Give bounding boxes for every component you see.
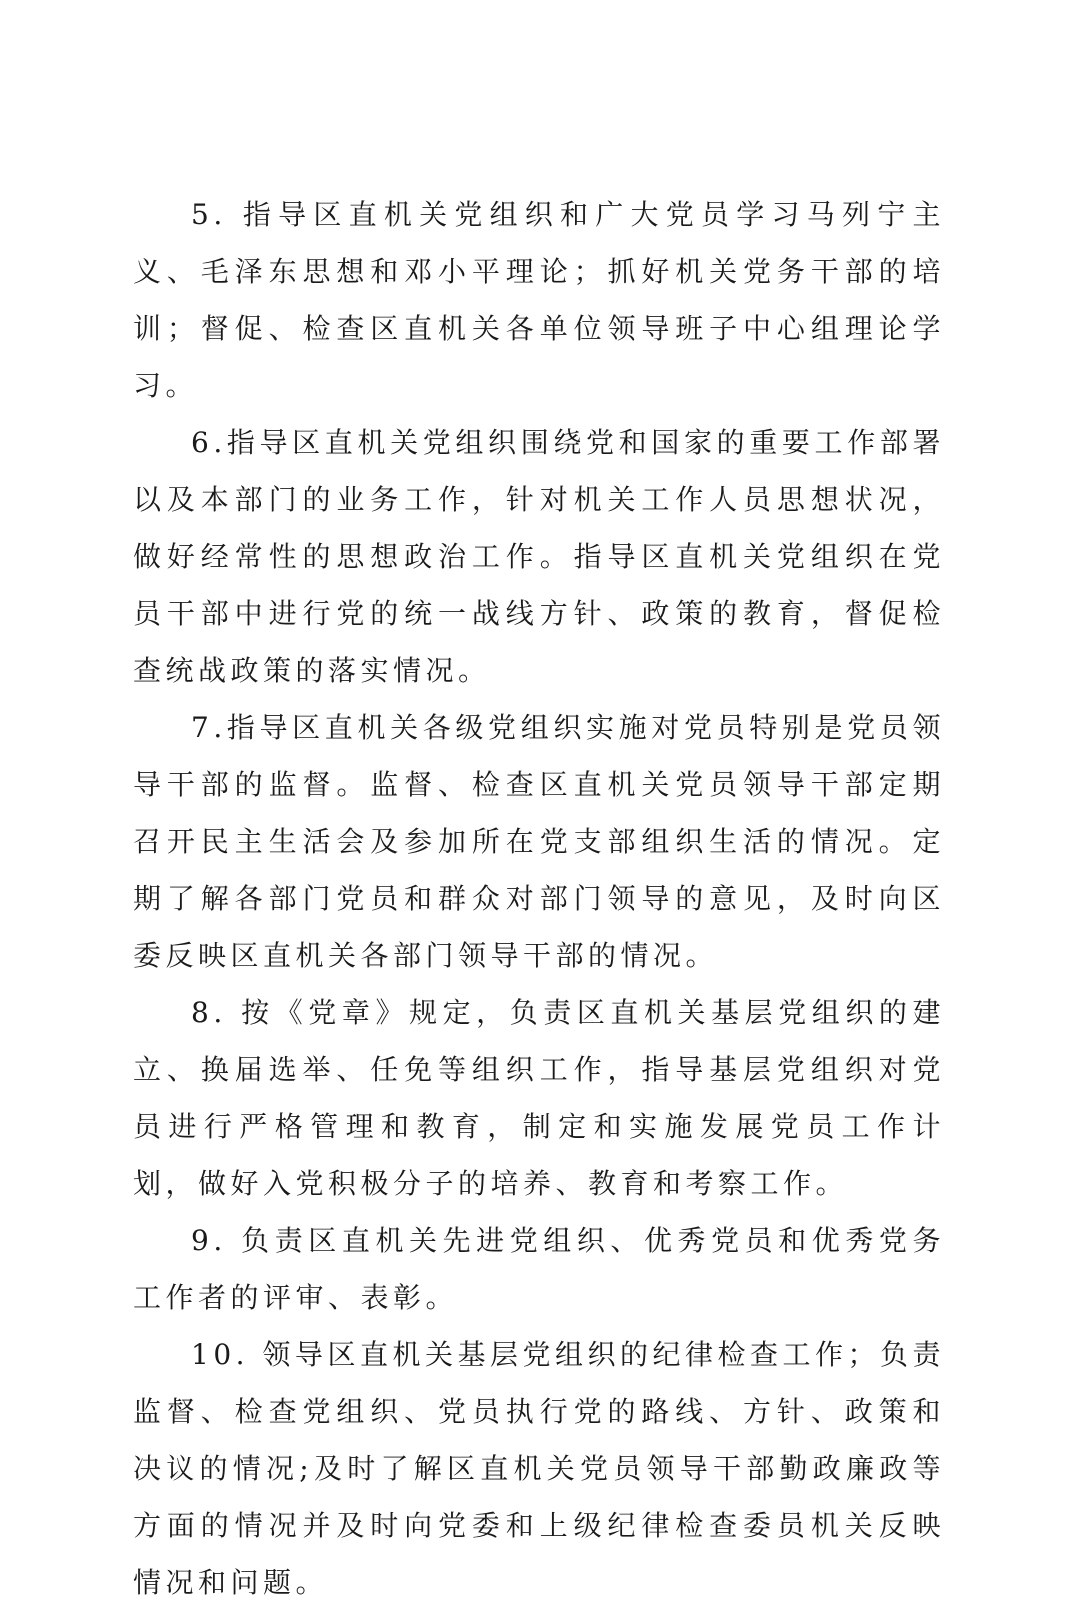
- paragraph-item-10: 10. 领导区直机关基层党组织的纪律检查工作；负责监督、检查党组织、党员执行党的路线、方针、政策和决议的情况;及时了解区直机关党员领导干部勤政廉政等方面的情况并及时向党委和上级纪律检查委员机关反映情况和问题。: [133, 1338, 945, 1599]
- paragraph-item-5: 5. 指导区直机关党组织和广大党员学习马列宁主义、毛泽东思想和邓小平理论；抓好机关党务干部的培训；督促、检查区直机关各单位领导班子中心组理论学习。: [133, 198, 945, 402]
- paragraph-item-7: 7.指导区直机关各级党组织实施对党员特别是党员领导干部的监督。监督、检查区直机关党员领导干部定期召开民主生活会及参加所在党支部组织生活的情况。定期了解各部门党员和群众对部门领导的意见，及时向区委反映区直机关各部门领导干部的情况。: [133, 711, 945, 972]
- paragraph-item-8: 8. 按《党章》规定，负责区直机关基层党组织的建立、换届选举、任免等组织工作，指导基层党组织对党员进行严格管理和教育，制定和实施发展党员工作计划，做好入党积极分子的培养、教育和考察工作。: [133, 996, 945, 1200]
- document-body: [133, 186, 945, 1611]
- paragraph-item-6: 6.指导区直机关党组织围绕党和国家的重要工作部署以及本部门的业务工作，针对机关工作人员思想状况，做好经常性的思想政治工作。指导区直机关党组织在党员干部中进行党的统一战线方针、政策的教育，督促检查统战政策的落实情况。: [133, 426, 945, 687]
- paragraph-item-9: 9. 负责区直机关先进党组织、优秀党员和优秀党务工作者的评审、表彰。: [133, 1224, 945, 1314]
